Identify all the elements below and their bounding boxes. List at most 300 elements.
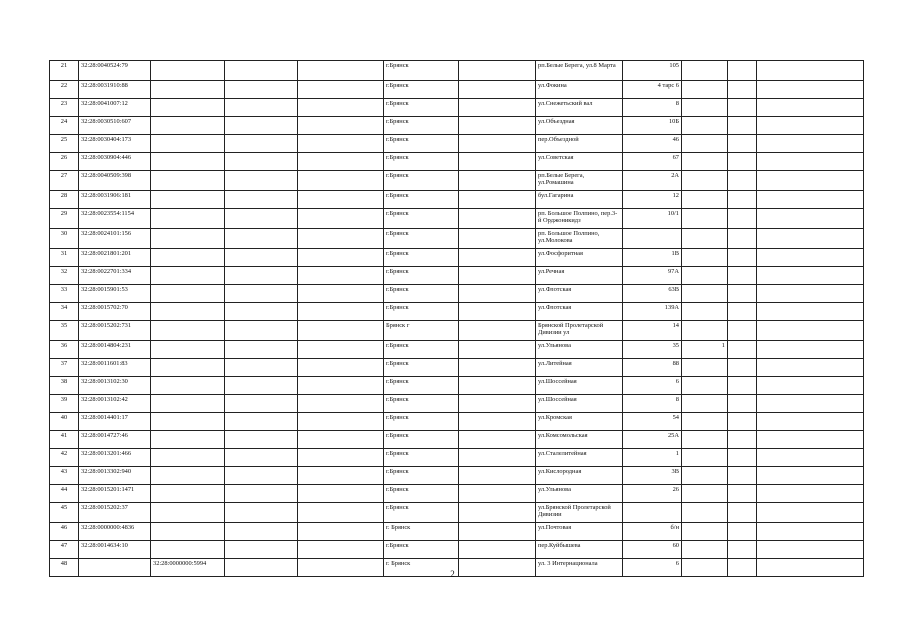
street-cell: пер.Объездной	[536, 135, 623, 153]
empty-cell	[757, 503, 864, 523]
empty-cell	[728, 485, 757, 503]
empty-cell	[225, 341, 298, 359]
row-number-cell: 35	[50, 321, 79, 341]
row-number-cell: 26	[50, 153, 79, 171]
empty-cell	[757, 541, 864, 559]
empty-cell	[757, 413, 864, 431]
empty-cell	[459, 341, 536, 359]
cadastral-number-alt-cell	[151, 171, 225, 191]
empty-cell	[728, 61, 757, 81]
street-cell: Брянской Пролетарской Дивизии ул	[536, 321, 623, 341]
empty-cell	[459, 209, 536, 229]
city-cell: г.Брянск	[384, 209, 459, 229]
cadastral-number-cell: 32:28:0013201:466	[79, 449, 151, 467]
cadastral-number-alt-cell	[151, 503, 225, 523]
cadastral-number-alt-cell	[151, 377, 225, 395]
table-row	[50, 171, 864, 191]
city-cell: г.Брянск	[384, 449, 459, 467]
table-row	[50, 61, 864, 81]
house-number-cell: 6	[623, 377, 682, 395]
row-number-cell: 30	[50, 229, 79, 249]
extra-value-cell	[682, 99, 728, 117]
cadastral-number-alt-cell	[151, 303, 225, 321]
empty-cell	[459, 485, 536, 503]
row-number-cell: 34	[50, 303, 79, 321]
cadastral-number-cell: 32:28:0014727:46	[79, 431, 151, 449]
house-number-cell	[623, 503, 682, 523]
row-number-cell: 29	[50, 209, 79, 229]
cadastral-number-alt-cell	[151, 321, 225, 341]
table-row	[50, 81, 864, 99]
extra-value-cell	[682, 431, 728, 449]
street-cell: ул.Ульянова	[536, 341, 623, 359]
street-cell: ул.Фокина	[536, 81, 623, 99]
table-body	[50, 61, 864, 577]
empty-cell	[459, 377, 536, 395]
street-cell: рп.Белые Берега, ул.8 Марта	[536, 61, 623, 81]
empty-cell	[757, 61, 864, 81]
empty-cell	[225, 541, 298, 559]
empty-cell	[298, 449, 384, 467]
table-row	[50, 449, 864, 467]
row-number-cell: 27	[50, 171, 79, 191]
empty-cell	[298, 81, 384, 99]
city-cell: г.Брянск	[384, 249, 459, 267]
table-row	[50, 267, 864, 285]
street-cell: ул.Кислородная	[536, 467, 623, 485]
street-cell: ул.Шоссейная	[536, 377, 623, 395]
city-cell: г.Брянск	[384, 135, 459, 153]
empty-cell	[225, 229, 298, 249]
empty-cell	[757, 359, 864, 377]
empty-cell	[459, 117, 536, 135]
street-cell: рп. Большое Полпино, ул.Молокова	[536, 229, 623, 249]
cadastral-number-cell: 32:28:0031910:88	[79, 81, 151, 99]
empty-cell	[225, 321, 298, 341]
row-number-cell: 44	[50, 485, 79, 503]
house-number-cell: 105	[623, 61, 682, 81]
cadastral-number-cell: 32:28:0011601:83	[79, 359, 151, 377]
house-number-cell: 60	[623, 541, 682, 559]
street-cell: пер.Куйбышева	[536, 541, 623, 559]
row-number-cell: 42	[50, 449, 79, 467]
empty-cell	[728, 413, 757, 431]
empty-cell	[757, 267, 864, 285]
cadastral-number-cell: 32:28:0014634:10	[79, 541, 151, 559]
empty-cell	[728, 209, 757, 229]
empty-cell	[459, 135, 536, 153]
street-cell: ул.Флотская	[536, 285, 623, 303]
empty-cell	[225, 81, 298, 99]
empty-cell	[459, 267, 536, 285]
empty-cell	[757, 135, 864, 153]
empty-cell	[225, 267, 298, 285]
extra-value-cell	[682, 321, 728, 341]
extra-value-cell	[682, 395, 728, 413]
street-cell: ул.Речная	[536, 267, 623, 285]
row-number-cell: 28	[50, 191, 79, 209]
empty-cell	[225, 135, 298, 153]
empty-cell	[225, 61, 298, 81]
empty-cell	[298, 485, 384, 503]
extra-value-cell	[682, 449, 728, 467]
city-cell: г. Брянск	[384, 559, 459, 577]
empty-cell	[728, 135, 757, 153]
empty-cell	[298, 249, 384, 267]
row-number-cell: 48	[50, 559, 79, 577]
empty-cell	[728, 191, 757, 209]
extra-value-cell	[682, 523, 728, 541]
extra-value-cell: 1	[682, 341, 728, 359]
table-row	[50, 359, 864, 377]
house-number-cell: 12	[623, 191, 682, 209]
house-number-cell: 54	[623, 413, 682, 431]
city-cell: г.Брянск	[384, 285, 459, 303]
city-cell: Брянск г	[384, 321, 459, 341]
cadastral-number-cell: 32:28:0030404:173	[79, 135, 151, 153]
empty-cell	[757, 395, 864, 413]
house-number-cell: 97А	[623, 267, 682, 285]
empty-cell	[298, 341, 384, 359]
house-number-cell	[623, 229, 682, 249]
empty-cell	[225, 191, 298, 209]
cadastral-number-alt-cell	[151, 229, 225, 249]
extra-value-cell	[682, 503, 728, 523]
city-cell: г.Брянск	[384, 431, 459, 449]
house-number-cell: 1В	[623, 249, 682, 267]
empty-cell	[298, 267, 384, 285]
row-number-cell: 41	[50, 431, 79, 449]
cadastral-number-alt-cell	[151, 267, 225, 285]
extra-value-cell	[682, 117, 728, 135]
street-cell: рп. Большое Полпино, пер.3-й Орджоникидз	[536, 209, 623, 229]
house-number-cell: 10Б	[623, 117, 682, 135]
empty-cell	[298, 153, 384, 171]
table-row	[50, 249, 864, 267]
house-number-cell: 6	[623, 559, 682, 577]
row-number-cell: 47	[50, 541, 79, 559]
city-cell: г.Брянск	[384, 229, 459, 249]
cadastral-number-alt-cell	[151, 359, 225, 377]
extra-value-cell	[682, 413, 728, 431]
extra-value-cell	[682, 541, 728, 559]
empty-cell	[459, 191, 536, 209]
table-row	[50, 503, 864, 523]
table-row	[50, 377, 864, 395]
house-number-cell: 67	[623, 153, 682, 171]
table-row	[50, 135, 864, 153]
city-cell: г.Брянск	[384, 395, 459, 413]
cadastral-number-cell: 32:28:0022701:334	[79, 267, 151, 285]
empty-cell	[728, 523, 757, 541]
empty-cell	[298, 229, 384, 249]
cadastral-number-alt-cell	[151, 117, 225, 135]
street-cell: ул.Комсомольская	[536, 431, 623, 449]
extra-value-cell	[682, 81, 728, 99]
extra-value-cell	[682, 485, 728, 503]
extra-value-cell	[682, 359, 728, 377]
cadastral-number-alt-cell	[151, 61, 225, 81]
cadastral-number-alt-cell	[151, 341, 225, 359]
empty-cell	[459, 321, 536, 341]
cadastral-number-alt-cell	[151, 191, 225, 209]
row-number-cell: 40	[50, 413, 79, 431]
city-cell: г.Брянск	[384, 377, 459, 395]
row-number-cell: 36	[50, 341, 79, 359]
city-cell: г.Брянск	[384, 303, 459, 321]
cadastral-number-alt-cell	[151, 395, 225, 413]
empty-cell	[298, 209, 384, 229]
cadastral-number-cell: 32:28:0014804:231	[79, 341, 151, 359]
city-cell: г. Брянск	[384, 523, 459, 541]
empty-cell	[225, 467, 298, 485]
cadastral-number-cell: 32:28:0040524:79	[79, 61, 151, 81]
extra-value-cell	[682, 267, 728, 285]
empty-cell	[757, 99, 864, 117]
city-cell: г.Брянск	[384, 61, 459, 81]
cadastral-number-cell: 32:28:0014401:17	[79, 413, 151, 431]
page-number: 2	[450, 569, 455, 579]
city-cell: г.Брянск	[384, 99, 459, 117]
cadastral-number-cell: 32:28:0030904:446	[79, 153, 151, 171]
extra-value-cell	[682, 153, 728, 171]
empty-cell	[225, 117, 298, 135]
city-cell: г.Брянск	[384, 359, 459, 377]
table-row	[50, 153, 864, 171]
house-number-cell: 8	[623, 395, 682, 413]
empty-cell	[298, 395, 384, 413]
house-number-cell: 14	[623, 321, 682, 341]
empty-cell	[459, 413, 536, 431]
empty-cell	[225, 377, 298, 395]
row-number-cell: 24	[50, 117, 79, 135]
cadastral-number-alt-cell	[151, 541, 225, 559]
empty-cell	[298, 99, 384, 117]
empty-cell	[298, 61, 384, 81]
empty-cell	[459, 303, 536, 321]
row-number-cell: 21	[50, 61, 79, 81]
table-row	[50, 285, 864, 303]
empty-cell	[459, 61, 536, 81]
table-row	[50, 99, 864, 117]
street-cell: ул.Советская	[536, 153, 623, 171]
empty-cell	[757, 431, 864, 449]
empty-cell	[757, 229, 864, 249]
empty-cell	[728, 541, 757, 559]
empty-cell	[459, 81, 536, 99]
table-row	[50, 485, 864, 503]
empty-cell	[757, 449, 864, 467]
table-row	[50, 209, 864, 229]
house-number-cell: 2А	[623, 171, 682, 191]
empty-cell	[225, 209, 298, 229]
empty-cell	[728, 171, 757, 191]
extra-value-cell	[682, 467, 728, 485]
table-row	[50, 541, 864, 559]
street-cell: ул.Фосфоритная	[536, 249, 623, 267]
empty-cell	[298, 321, 384, 341]
street-cell: ул.Флотская	[536, 303, 623, 321]
cadastral-number-cell: 32:28:0015702:70	[79, 303, 151, 321]
cadastral-number-cell: 32:28:0015202:731	[79, 321, 151, 341]
empty-cell	[757, 303, 864, 321]
empty-cell	[298, 503, 384, 523]
table-row	[50, 191, 864, 209]
city-cell: г.Брянск	[384, 153, 459, 171]
table-row	[50, 321, 864, 341]
cadastral-number-cell: 32:28:0013302:940	[79, 467, 151, 485]
row-number-cell: 31	[50, 249, 79, 267]
cadastral-number-cell: 32:28:0015201:1471	[79, 485, 151, 503]
row-number-cell: 32	[50, 267, 79, 285]
empty-cell	[728, 153, 757, 171]
street-cell: ул.Сталелитейная	[536, 449, 623, 467]
street-cell: ул.Литейная	[536, 359, 623, 377]
empty-cell	[728, 377, 757, 395]
row-number-cell: 25	[50, 135, 79, 153]
table-row	[50, 413, 864, 431]
empty-cell	[728, 81, 757, 99]
empty-cell	[459, 431, 536, 449]
house-number-cell: 1	[623, 449, 682, 467]
empty-cell	[298, 431, 384, 449]
empty-cell	[728, 449, 757, 467]
empty-cell	[298, 285, 384, 303]
cadastral-number-cell: 32:28:0000000:4836	[79, 523, 151, 541]
cadastral-number-alt-cell	[151, 153, 225, 171]
extra-value-cell	[682, 171, 728, 191]
empty-cell	[757, 523, 864, 541]
row-number-cell: 45	[50, 503, 79, 523]
empty-cell	[728, 303, 757, 321]
table-row	[50, 229, 864, 249]
empty-cell	[728, 229, 757, 249]
empty-cell	[225, 395, 298, 413]
house-number-cell: 3В	[623, 467, 682, 485]
empty-cell	[757, 81, 864, 99]
empty-cell	[459, 229, 536, 249]
empty-cell	[459, 523, 536, 541]
empty-cell	[459, 467, 536, 485]
empty-cell	[459, 395, 536, 413]
empty-cell	[757, 191, 864, 209]
row-number-cell: 38	[50, 377, 79, 395]
empty-cell	[225, 153, 298, 171]
empty-cell	[757, 153, 864, 171]
empty-cell	[757, 341, 864, 359]
empty-cell	[728, 117, 757, 135]
cadastral-number-cell: 32:28:0015901:53	[79, 285, 151, 303]
street-cell: ул.Шоссейная	[536, 395, 623, 413]
extra-value-cell	[682, 191, 728, 209]
empty-cell	[757, 377, 864, 395]
empty-cell	[757, 285, 864, 303]
city-cell: г.Брянск	[384, 171, 459, 191]
empty-cell	[298, 541, 384, 559]
house-number-cell: 26	[623, 485, 682, 503]
empty-cell	[728, 249, 757, 267]
table-row	[50, 431, 864, 449]
empty-cell	[757, 249, 864, 267]
cadastral-number-cell: 32:28:0015202:37	[79, 503, 151, 523]
empty-cell	[298, 413, 384, 431]
row-number-cell: 46	[50, 523, 79, 541]
city-cell: г.Брянск	[384, 191, 459, 209]
empty-cell	[757, 467, 864, 485]
empty-cell	[225, 485, 298, 503]
empty-cell	[225, 303, 298, 321]
extra-value-cell	[682, 285, 728, 303]
empty-cell	[757, 485, 864, 503]
empty-cell	[757, 117, 864, 135]
empty-cell	[298, 135, 384, 153]
extra-value-cell	[682, 229, 728, 249]
cadastral-number-alt-cell	[151, 135, 225, 153]
cadastral-number-cell: 32:28:0030510:607	[79, 117, 151, 135]
empty-cell	[728, 395, 757, 413]
street-cell: ул. 3 Интернационала	[536, 559, 623, 577]
empty-cell	[459, 99, 536, 117]
street-cell: бул.Гагарина	[536, 191, 623, 209]
empty-cell	[459, 285, 536, 303]
empty-cell	[757, 321, 864, 341]
house-number-cell: 46	[623, 135, 682, 153]
extra-value-cell	[682, 135, 728, 153]
cadastral-number-cell: 32:28:0040509:398	[79, 171, 151, 191]
empty-cell	[225, 171, 298, 191]
row-number-cell: 43	[50, 467, 79, 485]
empty-cell	[225, 503, 298, 523]
table-row	[50, 303, 864, 321]
table-row	[50, 467, 864, 485]
empty-cell	[298, 359, 384, 377]
cadastral-number-cell: 32:28:0041007:12	[79, 99, 151, 117]
cadastral-number-alt-cell	[151, 485, 225, 503]
empty-cell	[225, 285, 298, 303]
city-cell: г.Брянск	[384, 413, 459, 431]
street-cell: ул.Брянской Пролетарской Дивизии	[536, 503, 623, 523]
row-number-cell: 39	[50, 395, 79, 413]
cadastral-number-cell: 32:28:0013102:42	[79, 395, 151, 413]
house-number-cell: 8	[623, 99, 682, 117]
empty-cell	[225, 359, 298, 377]
row-number-cell: 33	[50, 285, 79, 303]
empty-cell	[728, 431, 757, 449]
empty-cell	[298, 467, 384, 485]
empty-cell	[728, 359, 757, 377]
cadastral-number-alt-cell	[151, 467, 225, 485]
house-number-cell: 10/1	[623, 209, 682, 229]
cadastral-number-alt-cell	[151, 523, 225, 541]
extra-value-cell	[682, 209, 728, 229]
house-number-cell: б/н	[623, 523, 682, 541]
cadastral-number-cell: 32:28:0024101:156	[79, 229, 151, 249]
empty-cell	[225, 449, 298, 467]
cadastral-number-cell: 32:28:0021801:201	[79, 249, 151, 267]
empty-cell	[298, 117, 384, 135]
house-number-cell: 88	[623, 359, 682, 377]
table-row	[50, 395, 864, 413]
cadastral-number-alt-cell: 32:28:0000000:5994	[151, 559, 225, 577]
city-cell: г.Брянск	[384, 341, 459, 359]
empty-cell	[728, 341, 757, 359]
street-cell: ул.Кромская	[536, 413, 623, 431]
cadastral-number-alt-cell	[151, 449, 225, 467]
empty-cell	[728, 467, 757, 485]
cadastral-number-alt-cell	[151, 209, 225, 229]
city-cell: г.Брянск	[384, 503, 459, 523]
empty-cell	[459, 541, 536, 559]
